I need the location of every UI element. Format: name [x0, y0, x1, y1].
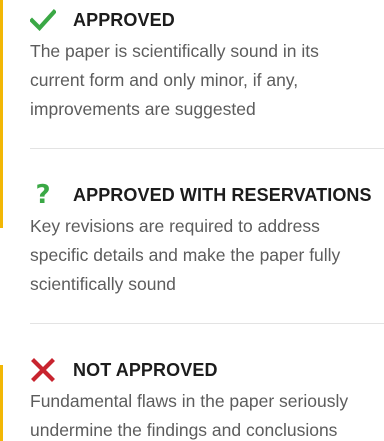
status-description: Fundamental flaws in the paper seriously undermine the findings and conclusions	[30, 391, 349, 440]
status-heading	[30, 355, 384, 385]
divider	[30, 323, 384, 324]
status-description: Key revisions are required to address specific details and make the paper fully scientifically sound	[30, 216, 341, 294]
status-label: APPROVED	[73, 9, 175, 30]
status-not-approved	[30, 355, 384, 441]
status-approved-with-reservations	[30, 180, 384, 299]
check-icon	[30, 7, 56, 33]
status-approved	[30, 5, 384, 124]
question-icon: ?	[35, 180, 51, 210]
cross-icon	[30, 357, 56, 383]
status-label: APPROVED WITH RESERVATIONS	[73, 184, 372, 205]
divider	[30, 148, 384, 149]
accent-bar-bottom	[0, 365, 3, 441]
status-heading	[30, 5, 384, 35]
status-description: The paper is scientifically sound in its current form and only minor, if any, improvements are suggested	[30, 41, 319, 119]
status-label: NOT APPROVED	[73, 359, 218, 380]
status-heading	[30, 180, 384, 210]
accent-bar-top	[0, 0, 3, 228]
